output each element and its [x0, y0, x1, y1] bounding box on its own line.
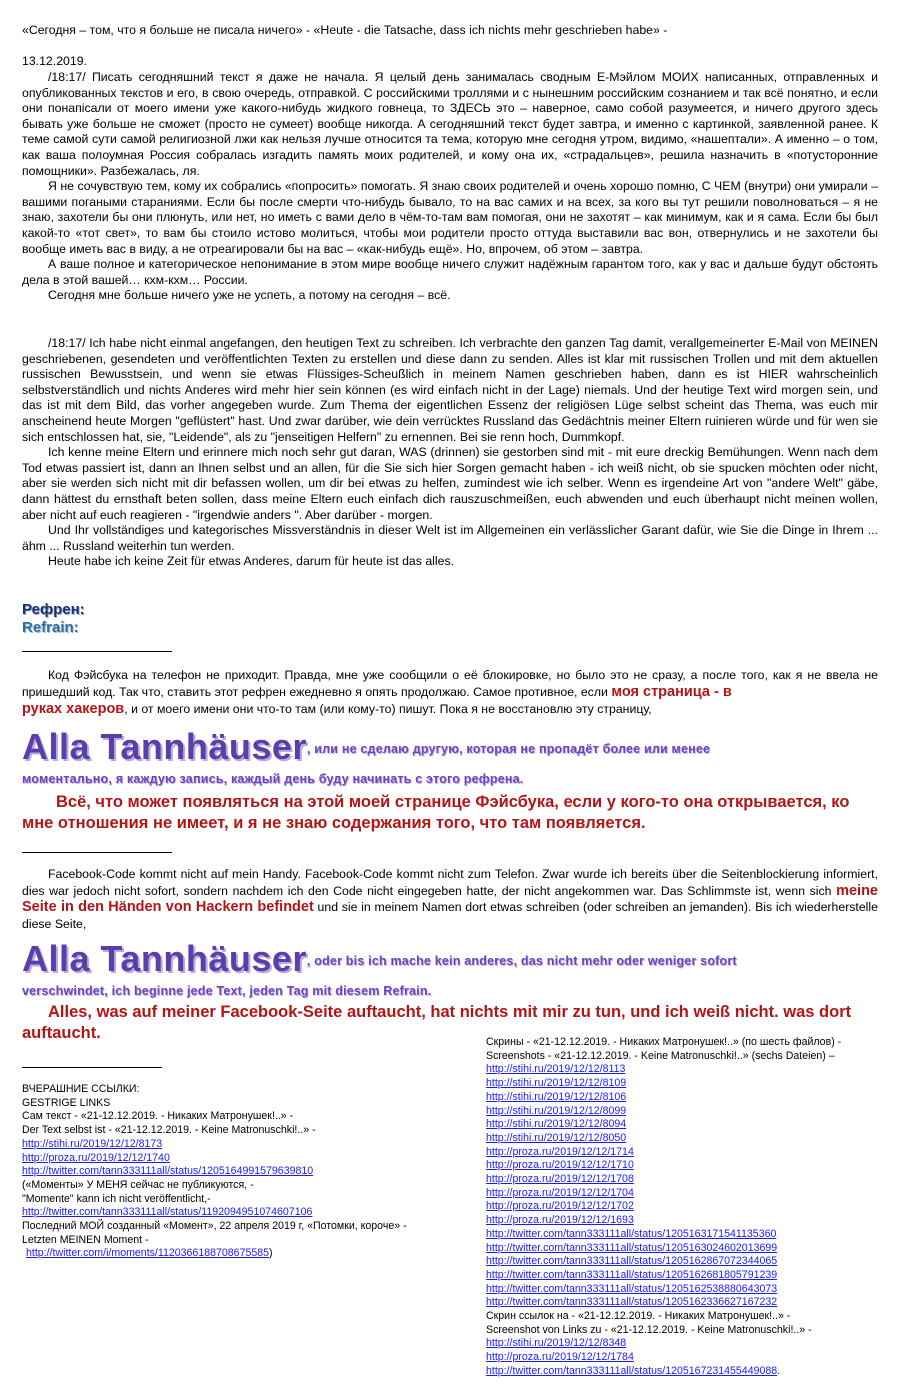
links-caption: ВЧЕРАШНИЕ ССЫЛКИ:	[22, 1083, 140, 1095]
divider	[22, 651, 172, 652]
links-caption: "Momente" kann ich nicht veröffentlicht,-	[22, 1192, 211, 1205]
refrain-de-purple-1: , oder bis ich mache kein anderes, das nicht mehr oder weniger sofort	[306, 954, 737, 968]
refrain-ru-brand-line	[22, 728, 878, 766]
links-caption: Letzten MEINEN Moment -	[22, 1233, 149, 1246]
reference-link[interactable]: http://stihi.ru/2019/12/12/8113	[486, 1063, 626, 1076]
refrain-de-block	[22, 866, 878, 1044]
author-name-logo: Alla Tannhäuser	[22, 938, 307, 979]
refrain-ru-highlight-2: руках хакеров	[22, 701, 125, 717]
de-paragraph-4: Heute habe ich keine Zeit für etwas Anderes, darum für heute ist das alles.	[48, 554, 455, 569]
refrain-heading-ru: Рефрен:	[22, 601, 85, 618]
reference-link[interactable]: http://proza.ru/2019/12/12/1702	[486, 1200, 634, 1213]
refrain-ru-text	[22, 667, 878, 718]
author-name-logo: Alla Tannhäuser	[22, 726, 307, 767]
reference-link[interactable]: http://proza.ru/2019/12/12/1708	[486, 1173, 634, 1186]
reference-link[interactable]: http://stihi.ru/2019/12/12/8050	[486, 1131, 627, 1144]
reference-link[interactable]: http://stihi.ru/2019/12/12/8109	[486, 1077, 627, 1090]
links-right-column	[486, 1036, 896, 1379]
refrain-ru-statement: Всё, что может появляться на этой моей странице Фэйсбука, если у кого-то она открывается, ко мне отношения не имеет, и я не знаю содержания того, что там появляется.	[22, 793, 850, 832]
refrain-ru-block	[22, 667, 878, 834]
reference-link[interactable]: http://proza.ru/2019/12/12/1710	[486, 1159, 634, 1172]
link-suffix: )	[269, 1247, 273, 1260]
refrain-de-intro: Facebook-Code kommt nicht auf mein Handy. Facebook-Code kommt nicht zum Telefon. Zwar wurde ich bereits über die Seitenblockierung informiert, dies war jedoch nicht sofort, sondern nachdem ich den Code nicht eingegeben hatte, der nicht angekommen war. Das Schlimmste ist, wenn sich	[22, 867, 878, 898]
reference-link[interactable]: http://twitter.com/tann333111all/status/1205162867072344065	[486, 1255, 778, 1268]
refrain-de-statement: Alles, was auf meiner Facebook-Seite auftaucht, hat nichts mit mir zu tun, und ich weiß nicht. was dort auftaucht.	[22, 1003, 852, 1042]
ru-paragraph-2: Я не сочувствую тем, кому их собрались «попросить» помогать. Я знаю своих родителей и очень хорошо помню, С ЧЕМ (внутри) они умирали – вашими погаными стараниями. Если бы после смерти что-нибудь бывало, то на вас самих и на всех, за кого вы тут решили поволноваться – я не знаю, захотели бы они плюнуть, или нет, но иметь с вами дело в чём-то-там вам помогая, они не захотят – как минимум, как и я сама. Если бы был какой-то «тот свет», то вам бы стоило истово молиться, чтобы мои родители просто оттуда выставили вас вон, отвернулись и не захотели бы вообще иметь вас в виду, а не отреагировали бы на вас – «как-нибудь ещё». Но, впрочем, об этом – завтра.	[22, 179, 878, 256]
reference-link[interactable]: http://twitter.com/tann333111all/status/1205163024602013699	[486, 1241, 778, 1254]
reference-link[interactable]: http://twitter.com/tann333111all/status/1205162681805791239	[486, 1268, 778, 1281]
document-date: 13.12.2019.	[22, 54, 87, 68]
final-link-row	[486, 1365, 896, 1379]
refrain-ru-purple-1: , или не сделаю другую, которая не пропадёт более или менее	[306, 742, 711, 756]
reference-link[interactable]: http://proza.ru/2019/12/12/1714	[486, 1145, 634, 1158]
refrain-ru-continuation: , и от моего имени они что-то там (или кому-то) пишут. Пока я не восстановлю эту страницу,	[124, 702, 652, 716]
links-caption: Screenshots - «21-12.12.2019. - Keine Matronuschki!..» (sechs Dateien) –	[486, 1049, 835, 1062]
german-text-block	[22, 336, 878, 570]
refrain-ru-highlight-1: моя страница - в	[611, 684, 732, 700]
links-caption: Сам текст - «21-12.12.2019. - Никаких Матронушек!..» -	[22, 1110, 294, 1123]
russian-text-block	[22, 70, 878, 304]
reference-link[interactable]: http://stihi.ru/2019/12/12/8099	[486, 1104, 627, 1117]
link-suffix: .	[777, 1364, 781, 1377]
reference-link[interactable]: http://stihi.ru/2019/12/12/8094	[486, 1118, 627, 1131]
divider	[22, 1067, 162, 1068]
ru-paragraph-3: А ваше полное и категорическое непонимание в этом мире вообще ничего служит надёжным гарантом того, как у вас и дальше будут обстоять дела в этой вашей… кхм-кхм… России.	[22, 257, 878, 287]
reference-link[interactable]: http://twitter.com/tann333111all/status/1205163171541135360	[486, 1227, 777, 1240]
reference-link[interactable]: http://twitter.com/tann333111all/status/1192094951074607106	[22, 1206, 313, 1219]
reference-link[interactable]: http://proza.ru/2019/12/12/1693	[486, 1214, 634, 1227]
ru-paragraph-1: /18:17/ Писать сегодняшний текст я даже не начала. Я целый день занималась сводным Е-Мэйлом МОИХ написанных, отправленных и опубликованных текстов и его, в свою очередь, отправкой. С российскими троллями и с нынешним российским сознанием и так всё понятно, и если они понапісали от моего имени уже какого-нибудь жидкого говнеца, то ЗДЕСЬ это – наверное, само собой разумеется, и ничего другого здесь бывать уже больше не сможет (просто не сумеет) вообще никогда. А сегодняшний текст будет завтра, и именно с картинкой, заявленной ранее. К теме самой сути самой религиозной лжи как нельзя лучше относится та тема, которую мне сегодня утром, видимо, «нашептали». А именно – о том, как ваша полоумная Россия собралась изгадить память моих родителей, и кому она их, «страдальцев», решила назначить в «потусторонние помощники». Разбежалась, ля.	[22, 70, 878, 178]
reference-link[interactable]: http://twitter.com/tann333111all/status/1205162538880643073	[486, 1282, 778, 1295]
links-caption: («Моменты» У МЕНЯ сейчас не публикуются, -	[22, 1178, 254, 1191]
de-paragraph-3: Und Ihr vollständiges und kategorisches Missverständnis in dieser Welt ist im Allgemeinen ein verlässlicher Garant dafür, wie Sie die Dinge in Ihrem ... ähm ... Russland weiterhin tun werden.	[22, 523, 878, 553]
links-caption: Der Text selbst ist - «21-12.12.2019. - Keine Matronuschki!..» -	[22, 1124, 316, 1137]
reference-link[interactable]: http://proza.ru/2019/12/12/1740	[22, 1151, 170, 1164]
refrain-heading-de: Refrain:	[22, 619, 79, 636]
links-caption: Screenshot von Links zu - «21-12.12.2019. - Keine Matronuschki!..» -	[486, 1323, 812, 1336]
reference-link[interactable]: http://twitter.com/tann333111all/status/1205162336627167232	[486, 1296, 778, 1309]
links-caption: Последний МОЙ созданный «Момент», 22 апреля 2019 г, «Потомки, короче» -	[22, 1220, 407, 1233]
document-title: «Сегодня – том, что я больше не писала ничего» - «Heute - die Tatsache, dass ich nichts mehr geschrieben habe» -	[22, 23, 668, 37]
final-link-row	[22, 1247, 462, 1261]
refrain-de-continuation: und sie in meinem Namen dort etwas schreiben (oder schreiben an jemanden). Bis ich wiederherstelle diese Seite,	[22, 900, 878, 931]
refrain-de-highlight: meine Seite in den Händen von Hackern befindet	[22, 882, 878, 915]
divider	[22, 852, 172, 853]
reference-link[interactable]: http://twitter.com/tann333111all/status/1205164991579639810	[22, 1165, 314, 1178]
refrain-de-purple-2: verschwindet, ich beginne jede Text, jeden Tag mit diesem Refrain.	[22, 984, 432, 998]
reference-link[interactable]: http://stihi.ru/2019/12/12/8106	[486, 1090, 627, 1103]
refrain-ru-purple-2: моментально, я каждую запись, каждый день буду начинать с этого рефрена.	[22, 772, 524, 786]
reference-link[interactable]: http://proza.ru/2019/12/12/1784	[486, 1351, 634, 1364]
reference-link[interactable]: http://proza.ru/2019/12/12/1704	[486, 1186, 634, 1199]
reference-link[interactable]: http://stihi.ru/2019/12/12/8173	[22, 1137, 163, 1150]
reference-link[interactable]: http://twitter.com/tann333111all/status/1205167231455449088	[486, 1364, 778, 1377]
refrain-de-brand-line	[22, 940, 878, 978]
links-caption: GESTRIGE LINKS	[22, 1096, 111, 1109]
refrain-de-text	[22, 866, 878, 932]
reference-link[interactable]: http://stihi.ru/2019/12/12/8348	[486, 1337, 627, 1350]
links-caption: Скрины - «21-12.12.2019. - Никаких Матронушек!..» (по шесть файлов) -	[486, 1036, 842, 1048]
links-left-column	[22, 1083, 462, 1261]
refrain-ru-intro: Код Фэйсбука на телефон не приходит. Правда, мне уже сообщили о её блокировке, но было это не сразу, а после того, как я не ввела не пришедший код. Так что, ставить этот рефрен ежедневно я опять продолжаю. Самое противное, если	[22, 668, 878, 699]
reference-link[interactable]: http://twitter.com/i/moments/1120366188708675585	[26, 1247, 270, 1260]
links-caption: Скрин ссылок на - «21-12.12.2019. - Никаких Матронушек!..» -	[486, 1310, 791, 1323]
ru-paragraph-4: Сегодня мне больше ничего уже не успеть, а потому на сегодня – всё.	[48, 288, 451, 303]
de-paragraph-1: /18:17/ Ich habe nicht einmal angefangen, den heutigen Text zu schreiben. Ich verbrachte den ganzen Tag damit, verallgemeinerter E-Mail von MEINEN geschriebenen, gesendeten und veröffentlichten Texten zu erstellen und diese dann zu senden. Alles ist klar mit russischen Trollen und mit dem aktuellen russischen Bewusstsein, und wenn sie etwas Flüssiges-Scheußlich in meinem Namen geschrieben haben, dann es ist HIER wahrscheinlich selbstverständlich und nichts Anderes wird mehr hier sein können (es wird einfach nicht in der Lage) niemals. Und der heutige Text wird morgen sein, und das ist mit dem Bild, das vorher angegeben wurde. Zum Thema der eigentlichen Essenz der religiösen Lüge selbst scheint das Thema, was euch mir anscheinend heute Morgen "geflüstert" hast. Und zwar darüber, wie dein verrücktes Russland das Gedächtnis meiner Eltern ruinieren würde und für wen sie sich entschlossen hat, sie, "Leidende", als zu "jenseitigen Helfern" zu ernennen. Bei sie renn hoch, Dummkopf.	[22, 336, 878, 444]
de-paragraph-2: Ich kenne meine Eltern und erinnere mich noch sehr gut daran, WAS (drinnen) sie gestorben sind mit - mit eure dreckig Bemühungen. Wenn nach dem Tod etwas passiert ist, dann an Ihnen selbst und an allen, für die Sie sich hier Sorgen gemacht haben - ich weiß nicht, ob sie spucken möchten oder nicht, aber sie werden sich nicht mit dir befassen wollen, um dir bei etwas zu helfen, zumindest wie ich selber. Wenn es irgendeine Art von "andere Welt" gäbe, dann hättest du ernsthaft beten sollen, dass meine Eltern euch einfach dich rauszuschmeißen, euch abwenden und euch überhaupt nicht meinen wollen, aber nicht auf euch reagieren - "irgendwie anders ". Aber darüber - morgen.	[22, 445, 878, 522]
